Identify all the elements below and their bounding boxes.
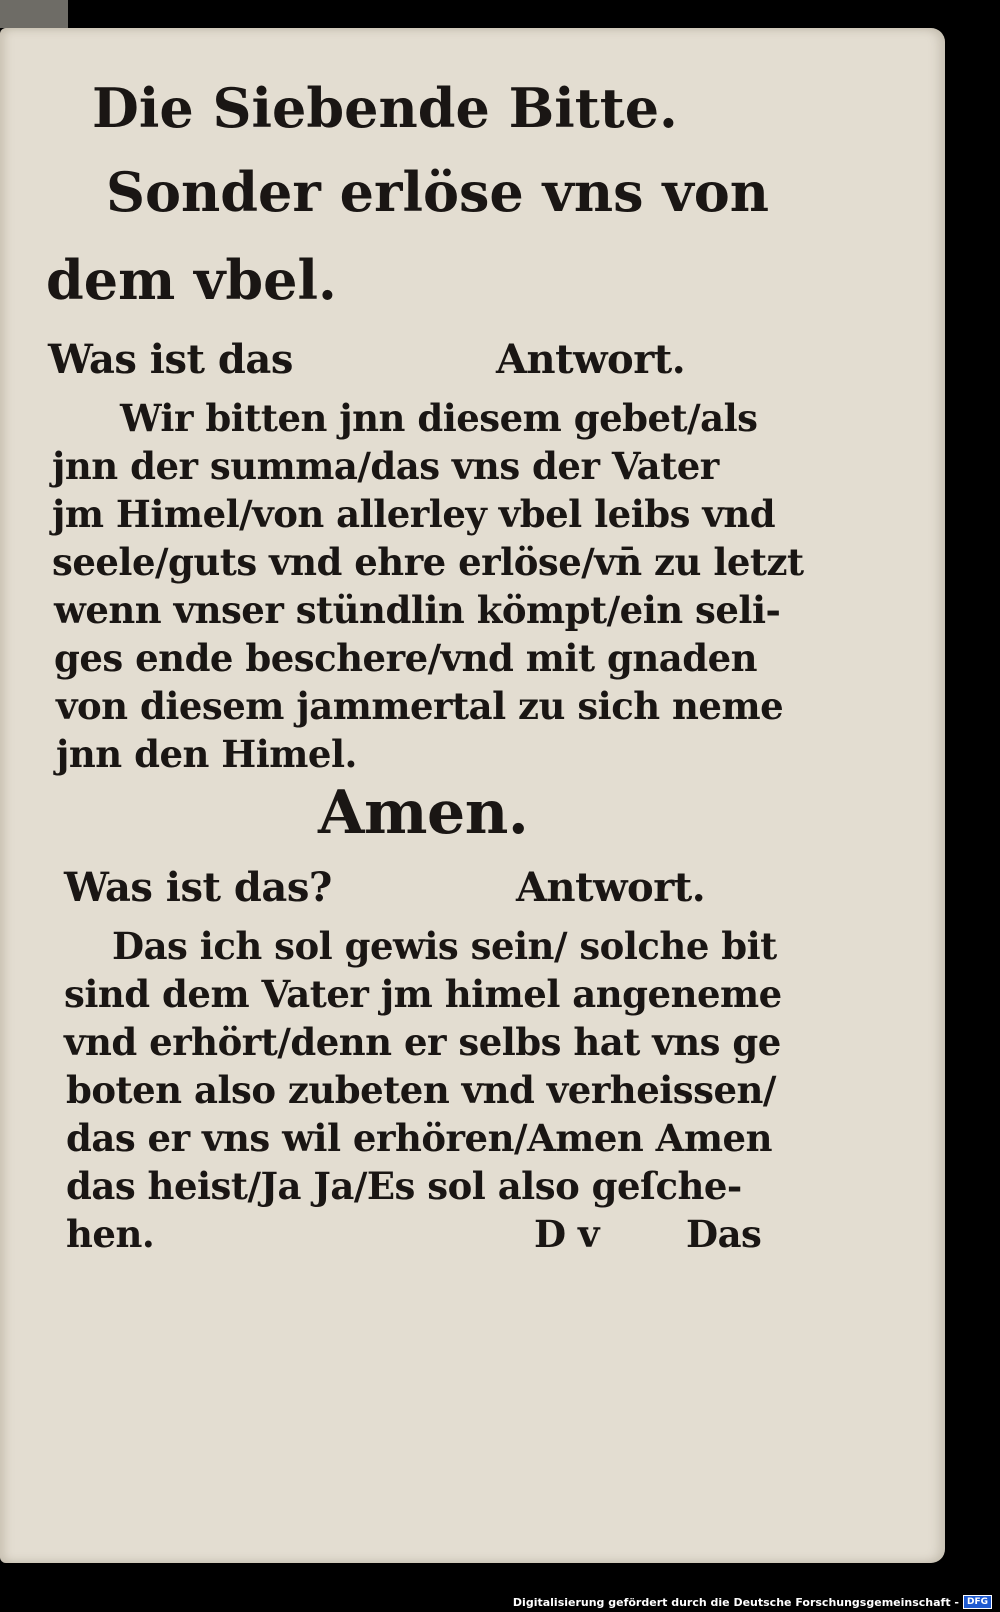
- paragraph-2-line: Das ich sol gewis sein/ solche bit: [112, 924, 777, 968]
- question-1-answer-label: Antwort.: [496, 336, 686, 383]
- paragraph-2-line: das er vns wil erhören/Amen Amen: [66, 1116, 772, 1160]
- paragraph-1-line: jm Himel/von allerley vbel leibs vnd: [52, 492, 776, 536]
- chapter-title-line-3: dem vbel.: [46, 248, 337, 312]
- paragraph-2-line: das heist/Ja Ja/Es sol also geſche-: [66, 1164, 742, 1208]
- paragraph-1-line: jnn der summa/das vns der Vater: [52, 444, 719, 488]
- paragraph-1-line: Wir bitten jnn diesem gebet/als: [120, 396, 758, 440]
- book-page: [0, 28, 945, 1563]
- paragraph-2-line: vnd erhört/denn er selbs hat vns ge: [64, 1020, 781, 1064]
- paragraph-1-line: ges ende beschere/vnd mit gnaden: [54, 636, 758, 680]
- chapter-title-line-1: Die Siebende Bitte.: [92, 76, 678, 140]
- catchword: Das: [686, 1212, 762, 1256]
- question-2-answer-label: Antwort.: [516, 864, 706, 911]
- paragraph-1-line: wenn vnser stündlin kömpt/ein seli-: [54, 588, 781, 632]
- signature-mark: D v: [534, 1212, 599, 1256]
- paragraph-2-line: boten also zubeten vnd verheissen/: [66, 1068, 776, 1112]
- paragraph-2-line: hen.: [66, 1212, 155, 1256]
- dfg-logo: DFG: [963, 1595, 992, 1609]
- digitization-credit-text: Digitalisierung gefördert durch die Deutsche Forschungsgemeinschaft -: [512, 1595, 959, 1609]
- paragraph-2-line: sind dem Vater jm himel angeneme: [64, 972, 782, 1016]
- question-2-label: Was ist das?: [64, 864, 332, 911]
- paragraph-1-line: jnn den Himel.: [56, 732, 357, 776]
- paragraph-1-line: von diesem jammertal zu sich neme: [56, 684, 784, 728]
- digitization-credit: [513, 1595, 992, 1609]
- amen-heading: Amen.: [318, 778, 529, 848]
- question-1-label: Was ist das: [48, 336, 293, 383]
- chapter-title-line-2: Sonder erlöse vns von: [106, 160, 770, 224]
- book-spine-edge: [0, 0, 68, 28]
- paragraph-1-line: seele/guts vnd ehre erlöse/vn̄ zu letzt: [52, 540, 804, 584]
